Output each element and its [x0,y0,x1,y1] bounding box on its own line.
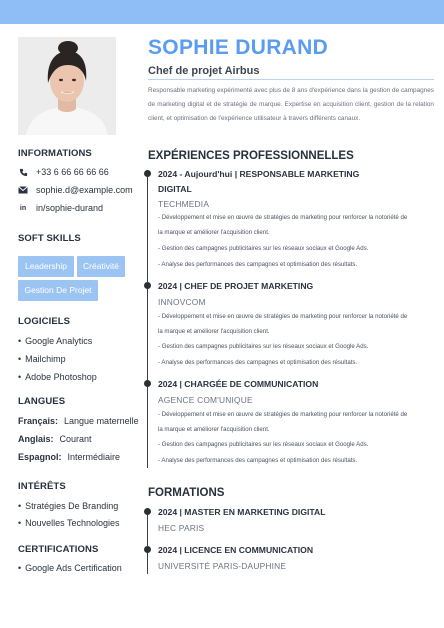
language-name: Français: [18,416,59,426]
timeline-line [147,512,148,574]
software-item: • Google Analytics [18,336,92,346]
timeline-dot [144,380,151,387]
avatar [18,37,116,135]
soft-skills-heading: SOFT SKILLS [18,233,81,244]
language-level: Langue maternelle [64,416,139,426]
job-title: 2024 | CHARGÉE DE COMMUNICATION [158,379,319,389]
formations-heading: FORMATIONS [148,487,225,499]
timeline-dot [144,170,151,177]
job-bullet: - Développement et mise en œuvre de stratégies de marketing pour renforcer la notoriété de la marque et améliorer l'acquisition client. [158,214,408,236]
language-row [18,434,92,444]
soft-skill-tag: Gestion De Projet [18,280,98,301]
language-row [18,452,120,462]
soft-skill-tag: Créativité [77,256,125,277]
job-bullet: - Analyse des performances des campagnes et optimisation des résultats. [158,261,358,268]
experiences-heading: EXPÉRIENCES PROFESSIONNELLES [148,150,354,162]
job-bullet: - Gestion des campagnes publicitaires sur les réseaux sociaux et Google Ads. [158,441,369,448]
software-item: • Mailchimp [18,354,66,364]
language-row [18,416,139,426]
job-title: 2024 - Aujourd'hui | RESPONSABLE MARKETING DIGITAL [158,169,360,194]
job-bullet: - Gestion des campagnes publicitaires sur les réseaux sociaux et Google Ads. [158,245,369,252]
header-divider [148,79,434,80]
top-color-band [0,0,444,24]
linkedin-icon: in [19,204,27,212]
language-name: Espagnol: [18,452,62,462]
job-company: AGENCE COM'UNIQUE [158,395,253,405]
profile-summary: Responsable marketing expérimenté avec plus de 8 ans d'expérience dans la gestion de campagnes de marketing digital et de stratégie de marque. Expertise en acquisition client, gestion de la relation client, et optimisation de l'expérience utilisateur à travers différents canaux. [148,87,434,122]
timeline-dot [144,508,151,515]
software-item: • Adobe Photoshop [18,372,97,382]
soft-skill-tag: Leadership [18,256,74,277]
profile-photo [18,37,116,135]
phone-row [18,167,109,177]
logiciels-heading: LOGICIELS [18,316,71,327]
informations-heading: INFORMATIONS [18,148,92,159]
school-name: UNIVERSITÉ PARIS-DAUPHINE [158,561,287,571]
interest-item: • Stratégies De Branding [18,501,118,511]
linkedin-value[interactable]: in/sophie-durand [36,203,104,213]
language-name: Anglais: [18,434,54,444]
certifications-heading: CERTIFICATIONS [18,544,99,555]
linkedin-row [18,203,103,213]
job-bullet: - Analyse des performances des campagnes et optimisation des résultats. [158,457,358,464]
job-company: INNOVCOM [158,297,206,307]
job-company: TECHMEDIA [158,199,210,209]
job-title: 2024 | CHEF DE PROJET MARKETING [158,281,314,291]
timeline-line [147,172,148,468]
interest-item: • Nouvelles Technologies [18,518,120,528]
degree-title: 2024 | MASTER EN MARKETING DIGITAL [158,507,326,517]
candidate-role: Chef de projet Airbus [148,65,260,77]
language-level: Intermédiaire [67,452,121,462]
interets-heading: INTÉRÊTS [18,481,66,492]
phone-value[interactable]: +33 6 66 66 66 66 [36,167,109,177]
job-bullet: - Développement et mise en œuvre de stratégies de marketing pour renforcer la notoriété de la marque et améliorer l'acquisition client. [158,411,408,433]
email-value[interactable]: sophie.d@example.com [36,185,133,195]
language-level: Courant [59,434,92,444]
email-row [18,185,133,195]
langues-heading: LANGUES [18,396,66,407]
job-bullet: - Développement et mise en œuvre de stratégies de marketing pour renforcer la notoriété de la marque et améliorer l'acquisition client. [158,313,408,335]
timeline-dot [144,546,151,553]
job-bullet: - Analyse des performances des campagnes et optimisation des résultats. [158,359,358,366]
candidate-name: SOPHIE DURAND [148,36,329,59]
job-bullet: - Gestion des campagnes publicitaires sur les réseaux sociaux et Google Ads. [158,343,369,350]
phone-icon [18,167,28,177]
school-name: HEC PARIS [158,523,205,533]
degree-title: 2024 | LICENCE EN COMMUNICATION [158,545,314,555]
timeline-dot [144,282,151,289]
certification-item: • Google Ads Certification [18,563,122,573]
email-icon [18,185,28,195]
